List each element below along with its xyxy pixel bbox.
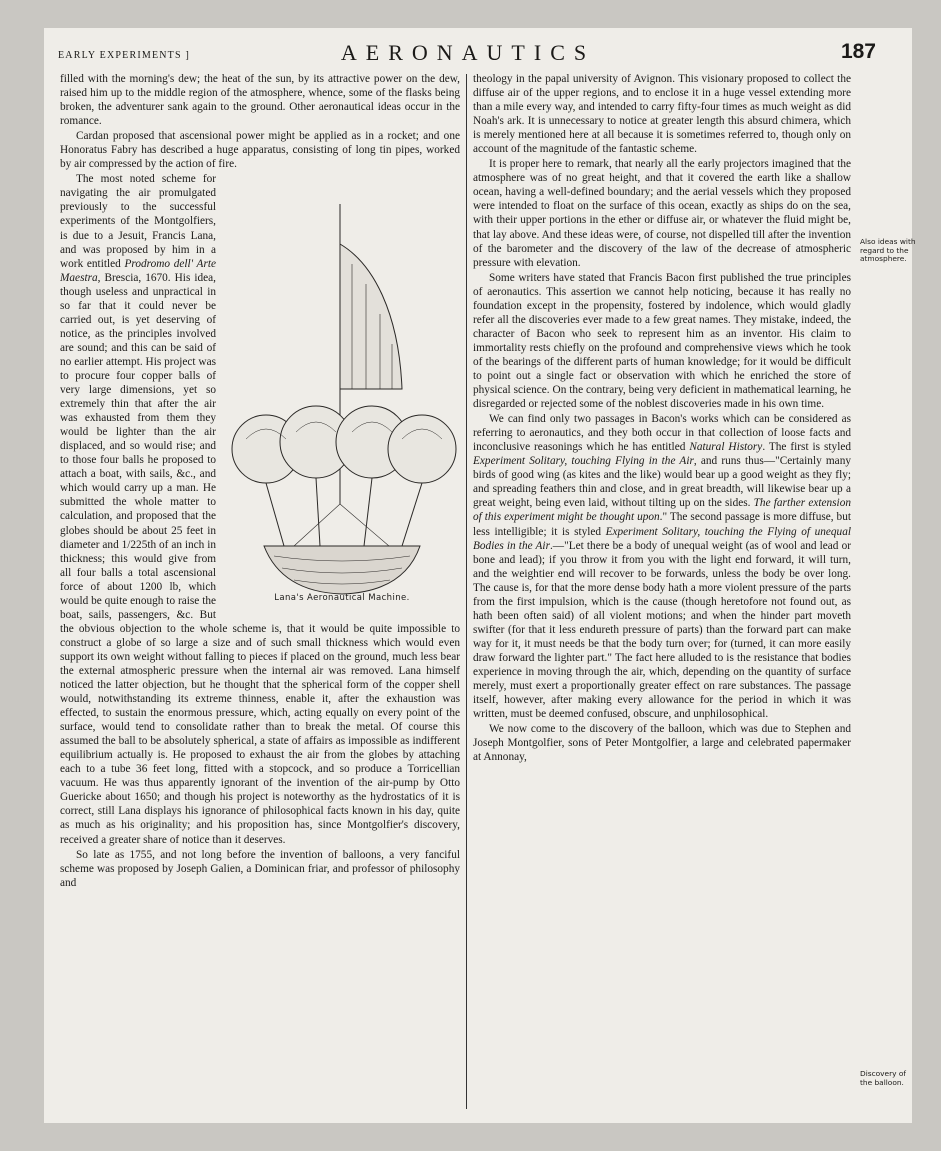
side-note-balloon: Discovery of the balloon. (860, 1069, 906, 1087)
side-note-atmosphere: Also ideas with regard to the atmosphere. (860, 237, 916, 263)
paragraph: theology in the papal university of Avignon. This visionary proposed to collect the diffuse air of the upper regions, and to enclose it in a huge vessel extending more than a mile every way, and intended to carry fifty-four times as much weight as did Noah's ark. It is unnecessary to notice at greater length this absurd chimera, which is merely mentioned here at all because it is sometimes referred to, though only on account of the magnitude of the fantastic scheme. (473, 73, 851, 156)
paragraph: So late as 1755, and not long before the invention of balloons, a very fanciful scheme was proposed by Joseph Galien, a Dominican friar, and professor of philosophy and (60, 848, 460, 889)
airship-illustration (224, 174, 460, 611)
page-header (58, 40, 878, 68)
paragraph: Cardan proposed that ascensional power might be applied as in a rocket; and one Honoratus Fabry has described a huge apparatus, consisting of long tin pipes, worked by air compressed by the action of fire. (60, 130, 460, 171)
paragraph: It is proper here to remark, that nearly all the early projectors imagined that the atmosphere was of no great height, and that it covered the earth like a shallow ocean, having a well-defined boundary; and the aerial vessels which they proposed were intended to float on the surface of this ocean, exactly as ships do on the sea, with their upper portions in the ether or diffuse air, or whatever the fluid might be, that lay above. And these ideas were, of course, not dispelled till after the invention of the barometer and the discovery of the law of the decrease of atmospheric pressure with elevation. (473, 158, 851, 269)
boat (264, 546, 420, 594)
paragraph: The most noted scheme for navigating the air promulgated previously to the successful experiments of the Montgolfiers, is due to a Jesuit, Francis Lana, and was proposed by him in a work entitled Prodromo dell' Arte Maestra, Brescia, 1670. His idea, though useless and unpractical in so far that it could never be carried out, is yet deserving of notice, as the principles involved are sound; and this can be said of no earlier attempt. His project was to procure four copper balls of very large dimensions, yet so extremely thin that after the air was exhausted from them they would be lighter than the air displaced, and so would rise; and to those four balls he proposed to attach a boat, with sails, &c., and which would carry up a man. He submitted the whole matter to calculation, and proposed that the globes should be about 25 feet in diameter and 1/225th of an inch in thickness; this would give from all four balls a total ascensional force of about 1200 lb, which would be quite enough to raise the boat, sails, passengers, &c. But the obvious objection to the whole scheme is, that it would be quite impossible to construct a globe of so large a size and of such small thickness which would even support its own weight without falling to pieces if placed on the ground, much less bear the external atmospheric pressure when the internal air was removed. Lana himself noticed the latter objection, but he thought that the spherical form of the copper shell would, notwithstanding its extreme thinness, enable it, after the exhaustion was effected, to sustain the enormous pressure, which, acting equally on every point of the surface, would tend to consolidate rather than to break the metal. Of course this assumed the ball to be absolutely spherical, a state of affairs as impossible as indifferent equilibrium actually is. He proposed to exhaust the air from the globes by attaching each to a tube 36 feet long, fitted with a stopcock, and so produce a Torricellian vacuum. He was thus apparently ignorant of the invention of the air-pump by Otto Guericke about 1650; and though his project is noteworthy as the hydrostatics of it is correct, still Lana displays his ignorance of philosophical facts known in his day, quite as much as his originality; and his proposition has, since Montgolfier's discovery, received a greater share of notice than it deserves. (60, 173, 460, 846)
left-column (60, 72, 460, 1112)
column-rule (466, 74, 467, 1109)
lana-machine-figure (224, 174, 460, 611)
paragraph: Some writers have stated that Francis Bacon first published the true principles of aeronautics. This assertion we cannot help noticing, because it has really no foundation except in the propensity, fostered by indolence, which would gladly refer all the discoveries ever made to a few great names. They mistake, indeed, the character of Bacon who seek to represent him as an inventor. His claim to immortality rests chiefly on the profound and comprehensive views which he took of the bearings of the different parts of human knowledge; for it would be difficult to point out a single fact or observation with which he enriched the store of physical science. On the contrary, being very deficient in mathematical learning, he disregarded or rejected some of the noblest discoveries made in his own time. (473, 271, 851, 411)
page-title: AERONAUTICS (340, 40, 596, 65)
globe (388, 415, 456, 483)
figure-caption: Lana's Aeronautical Machine. (274, 593, 410, 604)
paragraph: We can find only two passages in Bacon's works which can be considered as referring to aeronautics, and they both occur in that collection of loose facts and inconclusive reasonings which he has entitled Natural History. The first is styled Experiment Solitary, touching Flying in the Air, and runs thus—"Certainly many birds of good wing (as kites and the like) would bear up a good weight as they fly; and spreading feathers thin and close, and in great breadth, will likewise bear up a great weight, being even laid, without tilting up on the sides. The farther extension of this experiment might be thought upon." The second passage is more diffuse, but less intelligible; it is styled Experiment Solitary, touching the Flying of unequal Bodies in the Air.—"Let there be a body of unequal weight (as of wool and lead or bone and lead); if you throw it from you with the light end forward, it will turn, and the weightier end will recover to be forwards, unless the body be over long. The cause is, for that the more dense body hath a more violent pressure of the parts from the first impulsion, which is the cause (though heretofore not found out, as hath been often said) of all violent motions; and when the hinder part moveth swifter (for that it less endureth pressure of parts) than the forward part can make way for it, it must needs be that the body turn over; for (turned, it can more easily draw forward the lighter part." The fact here alluded to is the resistance that bodies experience in moving through the air, which, depending on the quantity of surface merely, must exert a proportionally greater effect on rare substances. The passage itself, however, after making every allowance for the period in which it was written, must be deemed confused, obscure, and unphilosophical. (473, 413, 851, 721)
right-column (473, 72, 851, 1112)
paragraph: We now come to the discovery of the balloon, which was due to Stephen and Joseph Montgolfier, sons of Peter Montgolfier, a large and celebrated papermaker at Annonay, (473, 723, 851, 764)
page-number: 187 (840, 40, 876, 63)
sail (340, 244, 402, 389)
paragraph: filled with the morning's dew; the heat of the sun, by its attractive power on the dew, raised him up to the middle region of the atmosphere, whence, some of the flasks being broken, the adventurer sank again to the ground. Other aeronautical ideas occur in the romance. (60, 73, 460, 128)
running-head: EARLY EXPERIMENTS ] (58, 50, 190, 61)
